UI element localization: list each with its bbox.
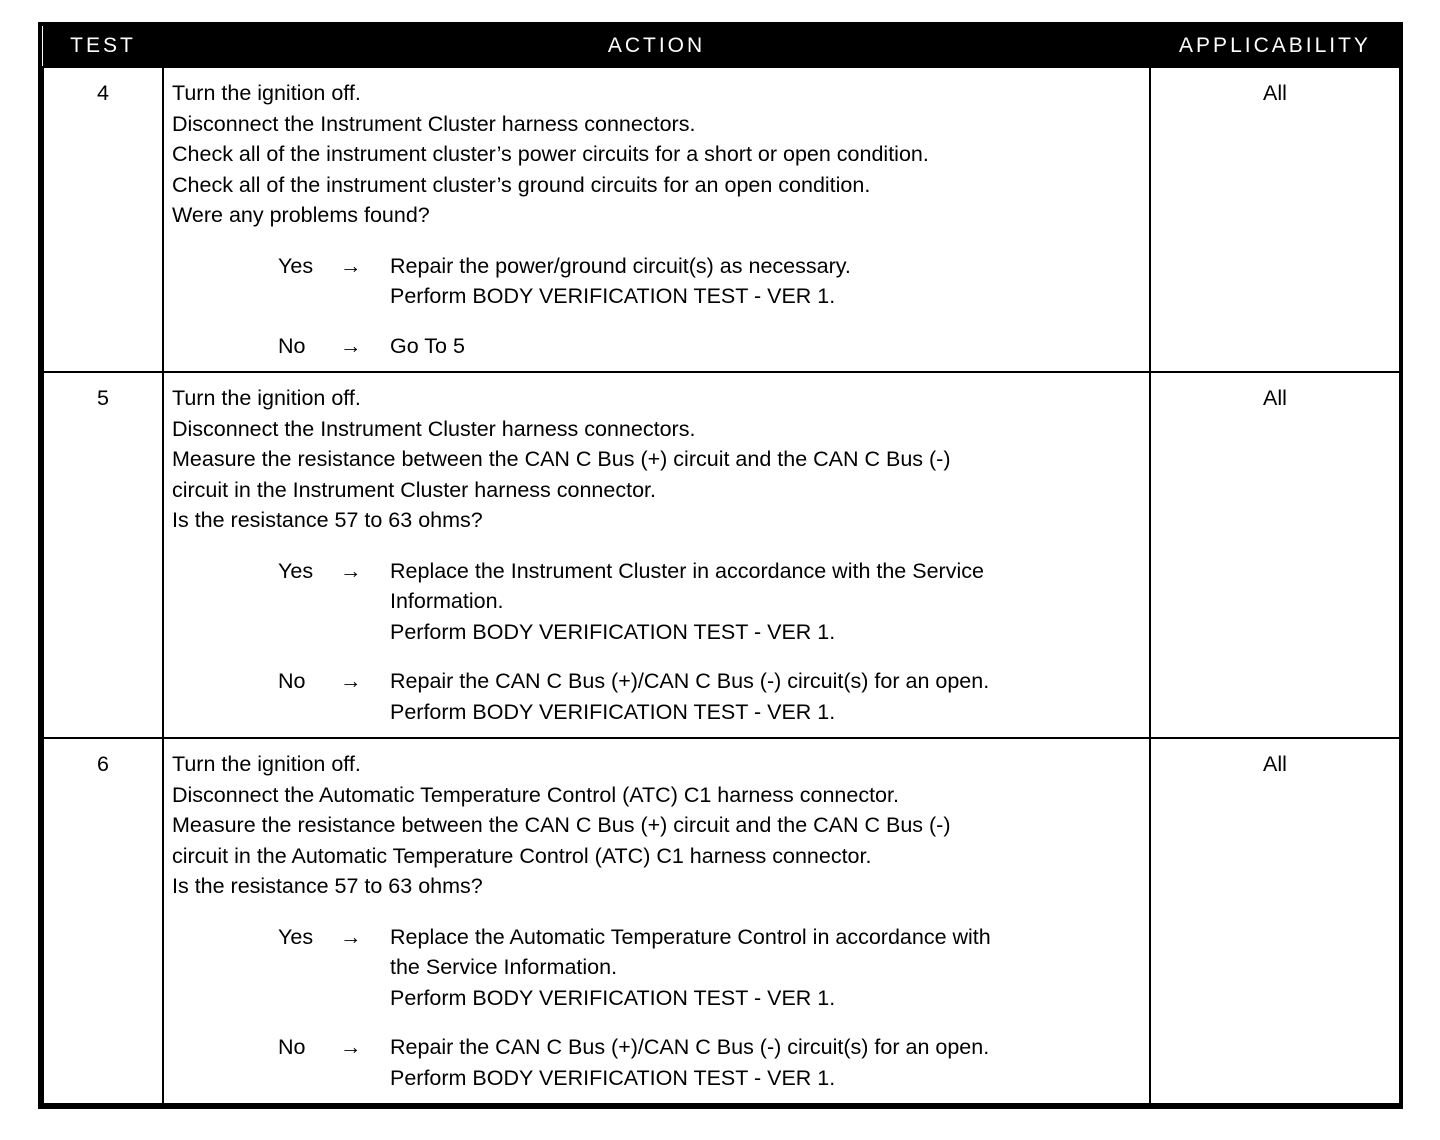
yes-result-line: Information. [390,589,504,613]
action-cell [163,738,1150,1104]
applicability-value: All [1150,372,1400,738]
no-answer [278,1032,1143,1093]
action-step: Measure the resistance between the CAN C Bus (+) circuit and the CAN C Bus (-) [172,813,951,837]
table-header [43,26,1400,67]
yes-label: Yes [278,558,314,583]
table-row [43,372,1400,738]
table-row [43,67,1400,372]
yes-answer [278,251,1143,312]
no-label: No [278,1035,306,1059]
table-body [43,67,1400,1104]
action-step: Is the resistance 57 to 63 ohms? [172,874,483,898]
action-step: circuit in the Automatic Temperature Control (ATC) C1 harness connector. [172,843,872,868]
yes-result [390,556,1143,648]
no-result [390,1032,1143,1093]
test-number: 5 [43,372,163,738]
yes-result-line: Perform BODY VERIFICATION TEST - VER 1. [390,619,836,644]
action-step: Measure the resistance between the CAN C Bus (+) circuit and the CAN C Bus (-) [172,447,951,471]
action-cell [163,372,1150,738]
no-result-line: Repair the CAN C Bus (+)/CAN C Bus (-) circuit(s) for an open. [390,669,990,693]
diagnostic-table-grid [42,26,1401,1105]
no-result-line: Go To 5 [390,333,465,358]
action-cell [163,67,1150,372]
right-arrow-icon: → [340,1035,362,1059]
right-arrow-icon: → [340,253,362,278]
yes-result-line: Perform BODY VERIFICATION TEST - VER 1. [390,284,836,308]
table-row [43,738,1400,1104]
no-label: No [278,333,306,358]
action-step: Turn the ignition off. [172,752,361,776]
right-arrow-icon: → [340,558,362,583]
right-arrow-icon: → [340,669,362,693]
header-applicability: APPLICABILITY [1150,26,1400,67]
action-step: Disconnect the Instrument Cluster harness connectors. [172,416,696,441]
test-number: 4 [43,67,163,372]
answers [172,922,1143,1094]
action-step: Is the resistance 57 to 63 ohms? [172,508,483,532]
action-step: Check all of the instrument cluster’s ground circuits for an open condition. [172,172,871,197]
answers [172,556,1143,728]
no-result-line: Perform BODY VERIFICATION TEST - VER 1. [390,699,836,724]
diagnostic-table [38,22,1403,1109]
header-row [43,26,1400,67]
no-result-line: Perform BODY VERIFICATION TEST - VER 1. [390,1065,836,1090]
action-step: circuit in the Instrument Cluster harness connector. [172,477,656,502]
right-arrow-icon: → [340,924,362,949]
no-result-line: Repair the CAN C Bus (+)/CAN C Bus (-) circuit(s) for an open. [390,1035,990,1059]
action-step: Turn the ignition off. [172,81,361,105]
no-answer [278,331,1143,362]
yes-answer [278,922,1143,1014]
action-step: Disconnect the Instrument Cluster harness connectors. [172,111,696,136]
answers [172,251,1143,362]
header-action: ACTION [163,26,1150,67]
right-arrow-icon: → [340,333,362,358]
test-number: 6 [43,738,163,1104]
yes-result [390,251,1143,312]
yes-label: Yes [278,253,314,278]
header-test: TEST [43,26,163,67]
no-result [390,331,1143,362]
action-step: Were any problems found? [172,203,430,227]
yes-result-line: Perform BODY VERIFICATION TEST - VER 1. [390,985,836,1010]
yes-result-line: Repair the power/ground circuit(s) as necessary. [390,253,851,278]
yes-result-line: the Service Information. [390,955,618,979]
no-answer [278,666,1143,727]
applicability-value: All [1150,67,1400,372]
yes-result-line: Replace the Instrument Cluster in accordance with the Service [390,558,984,583]
yes-answer [278,556,1143,648]
action-step: Turn the ignition off. [172,386,361,410]
applicability-value: All [1150,738,1400,1104]
no-label: No [278,669,306,693]
yes-label: Yes [278,924,314,949]
yes-result-line: Replace the Automatic Temperature Control in accordance with [390,924,991,949]
yes-result [390,922,1143,1014]
no-result [390,666,1143,727]
action-step: Check all of the instrument cluster’s power circuits for a short or open condition. [172,142,929,166]
action-step: Disconnect the Automatic Temperature Control (ATC) C1 harness connector. [172,782,899,807]
